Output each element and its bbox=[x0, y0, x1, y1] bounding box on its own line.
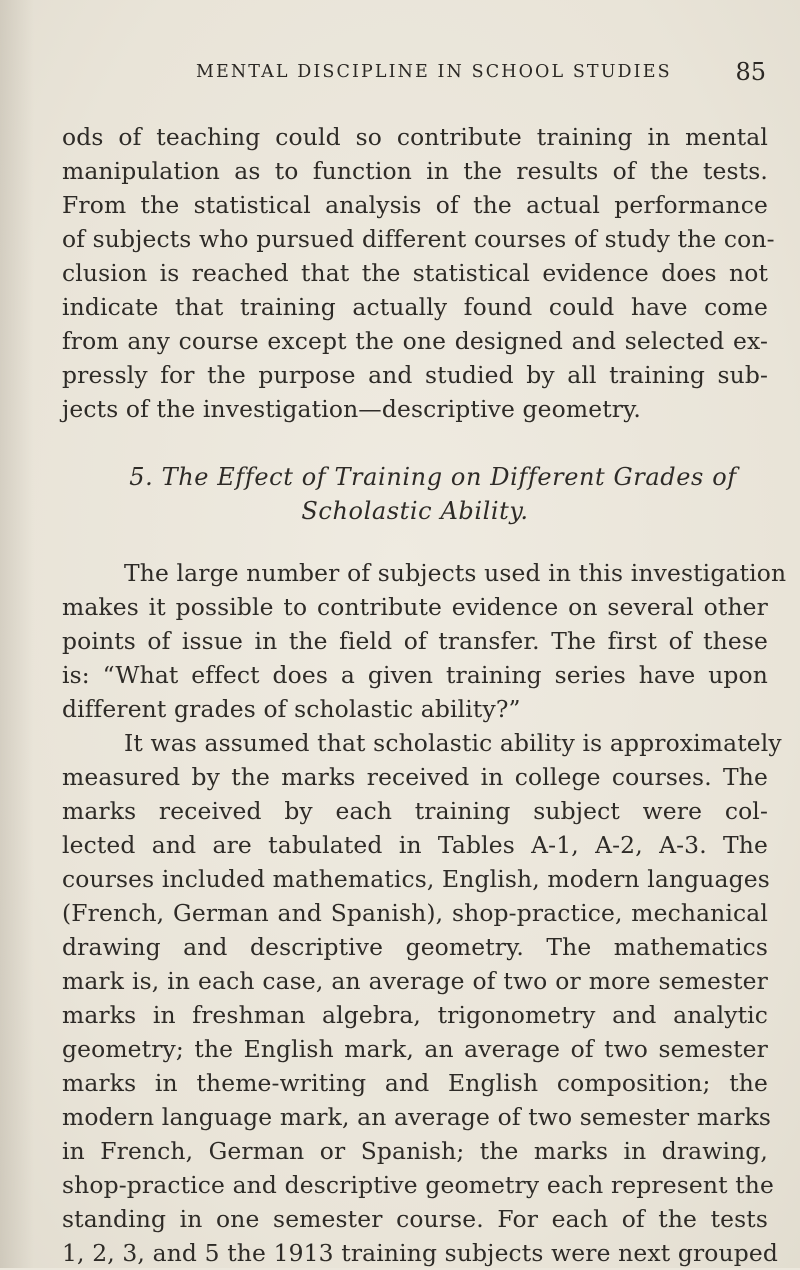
text-line: indicate that training actually found could have come bbox=[62, 293, 768, 321]
section-heading-continued: Scholastic Ability. bbox=[301, 497, 529, 525]
text-block bbox=[62, 120, 787, 1270]
text-line: points of issue in the field of transfer. The first of these bbox=[62, 627, 768, 655]
text-line: jects of the investigation—descriptive geometry. bbox=[62, 395, 641, 423]
text-line: measured by the marks received in college courses. The bbox=[62, 763, 768, 791]
text-line: (French, German and Spanish), shop-practice, mechanical bbox=[62, 899, 768, 927]
text-line: From the statistical analysis of the actual performance bbox=[62, 191, 768, 219]
text-line: ods of teaching could so contribute training in mental bbox=[62, 123, 768, 151]
text-line: marks in theme-writing and English composition; the bbox=[62, 1069, 768, 1097]
page-number: 85 bbox=[735, 58, 766, 86]
text-line: of subjects who pursued different courses of study the con- bbox=[62, 225, 775, 253]
text-line: standing in one semester course. For each of the tests bbox=[62, 1205, 768, 1233]
spacer bbox=[62, 426, 768, 460]
text-line: drawing and descriptive geometry. The mathematics bbox=[62, 933, 768, 961]
text-line: The large number of subjects used in this investigation bbox=[124, 559, 787, 587]
text-line: 1, 2, 3, and 5 the 1913 training subjects were next grouped bbox=[62, 1239, 778, 1267]
text-line: modern language mark, an average of two semester marks bbox=[62, 1103, 772, 1131]
text-line: mark is, in each case, an average of two or more semester bbox=[62, 967, 768, 995]
gutter-shadow bbox=[0, 0, 34, 1268]
text-line: in French, German or Spanish; the marks in drawing, bbox=[62, 1137, 768, 1165]
text-line: pressly for the purpose and studied by all training sub- bbox=[62, 361, 768, 389]
text-line: courses included mathematics, English, modern languages bbox=[62, 865, 770, 893]
text-line: different grades of scholastic ability?” bbox=[62, 695, 521, 723]
text-line: lected and are tabulated in Tables A-1, A-2, A-3. The bbox=[62, 831, 768, 859]
running-title: MENTAL DISCIPLINE IN SCHOOL STUDIES bbox=[196, 62, 672, 82]
text-line: shop-practice and descriptive geometry each represent the bbox=[62, 1171, 774, 1199]
text-line: clusion is reached that the statistical evidence does not bbox=[62, 259, 768, 287]
text-line: from any course except the one designed and selected ex- bbox=[62, 327, 768, 355]
text-line: marks in freshman algebra, trigonometry and analytic bbox=[62, 1001, 768, 1029]
text-line: marks received by each training subject were col- bbox=[62, 797, 768, 825]
text-line: geometry; the English mark, an average of two semester bbox=[62, 1035, 768, 1063]
text-line: is: “What effect does a given training series have upon bbox=[62, 661, 768, 689]
text-line: makes it possible to contribute evidence on several other bbox=[62, 593, 768, 621]
text-line: manipulation as to function in the results of the tests. bbox=[62, 157, 768, 185]
running-head bbox=[196, 58, 766, 92]
section-heading: 5. The Effect of Training on Different Grades of bbox=[129, 463, 737, 491]
text-line: It was assumed that scholastic ability is approximately bbox=[124, 729, 782, 757]
spacer bbox=[62, 528, 768, 556]
